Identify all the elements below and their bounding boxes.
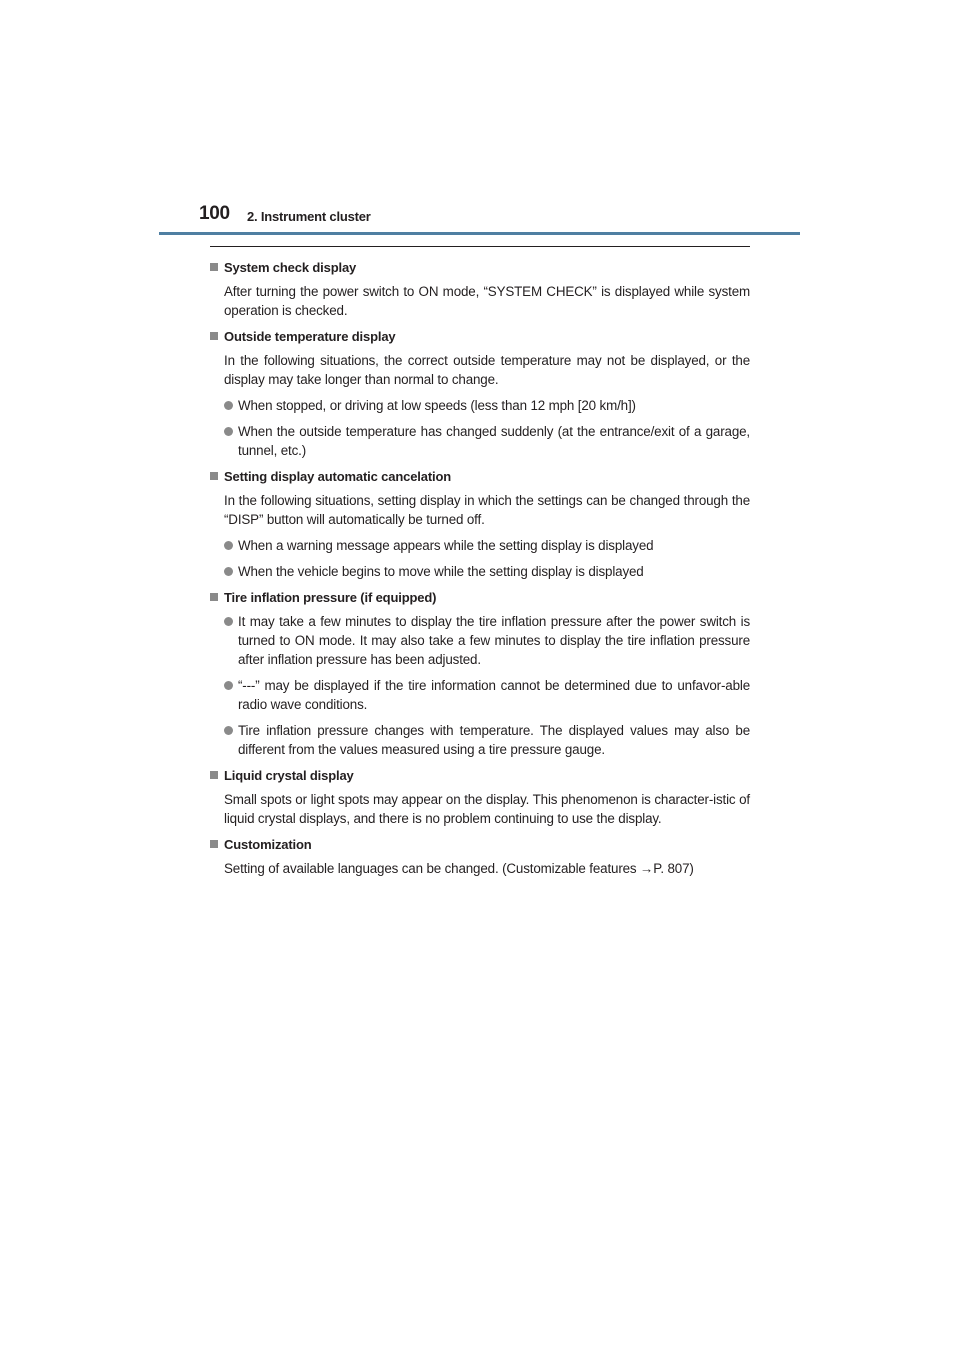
section-heading <box>210 467 750 486</box>
bullet-item <box>210 676 750 714</box>
section-heading <box>210 327 750 346</box>
round-bullet-icon <box>224 617 233 626</box>
section-paragraph: After turning the power switch to ON mode, “SYSTEM CHECK” is displayed while system operation is checked. <box>224 284 750 318</box>
round-bullet-icon <box>224 427 233 436</box>
section-paragraph: In the following situations, the correct outside temperature may not be displayed, or the display may take longer than normal to change. <box>224 353 750 387</box>
square-bullet-icon <box>210 332 218 340</box>
square-bullet-icon <box>210 840 218 848</box>
bullet-text: When stopped, or driving at low speeds (less than 12 mph [20 km/h]) <box>238 398 636 413</box>
bullet-text: When a warning message appears while the setting display is displayed <box>238 538 654 553</box>
section-heading-text: Outside temperature display <box>224 329 396 344</box>
section-heading <box>210 835 750 854</box>
section-heading-text: Tire inflation pressure (if equipped) <box>224 590 437 605</box>
section-heading-text: Customization <box>224 837 312 852</box>
bullet-item <box>210 612 750 669</box>
bullet-item <box>210 721 750 759</box>
square-bullet-icon <box>210 771 218 779</box>
bullet-item <box>210 562 750 581</box>
chapter-title: 2. Instrument cluster <box>247 209 371 224</box>
bullet-text: It may take a few minutes to display the tire inflation pressure after the power switch is turned to ON mode. It may also take a few minutes to display the tire inflation pressure after inflation pressure has been adjusted. <box>238 614 750 667</box>
square-bullet-icon <box>210 472 218 480</box>
square-bullet-icon <box>210 593 218 601</box>
round-bullet-icon <box>224 401 233 410</box>
page-content <box>210 258 750 885</box>
section-divider <box>210 246 750 247</box>
section-heading <box>210 588 750 607</box>
bullet-item <box>210 422 750 460</box>
section-heading-text: Liquid crystal display <box>224 768 354 783</box>
section-heading-text: System check display <box>224 260 357 275</box>
section-paragraph: Small spots or light spots may appear on the display. This phenomenon is character-istic of liquid crystal displays, and there is no problem continuing to use the display. <box>224 792 750 826</box>
section-paragraph: Setting of available languages can be changed. (Customizable features →P. 807) <box>224 861 694 876</box>
section-heading <box>210 258 750 277</box>
section-heading <box>210 766 750 785</box>
bullet-text: Tire inflation pressure changes with temperature. The displayed values may also be different from the values measured using a tire pressure gauge. <box>238 723 750 757</box>
header-rule <box>159 232 800 235</box>
round-bullet-icon <box>224 567 233 576</box>
bullet-text: When the vehicle begins to move while the setting display is displayed <box>238 564 644 579</box>
page-number: 100 <box>199 203 230 224</box>
round-bullet-icon <box>224 726 233 735</box>
round-bullet-icon <box>224 541 233 550</box>
section-heading-text: Setting display automatic cancelation <box>224 469 452 484</box>
bullet-item <box>210 536 750 555</box>
round-bullet-icon <box>224 681 233 690</box>
square-bullet-icon <box>210 263 218 271</box>
bullet-item <box>210 396 750 415</box>
section-paragraph: In the following situations, setting display in which the settings can be changed through the “DISP” button will automatically be turned off. <box>224 493 750 527</box>
bullet-text: When the outside temperature has changed suddenly (at the entrance/exit of a garage, tunnel, etc.) <box>238 424 750 458</box>
bullet-text: “---” may be displayed if the tire information cannot be determined due to unfavor-able radio wave conditions. <box>238 678 750 712</box>
